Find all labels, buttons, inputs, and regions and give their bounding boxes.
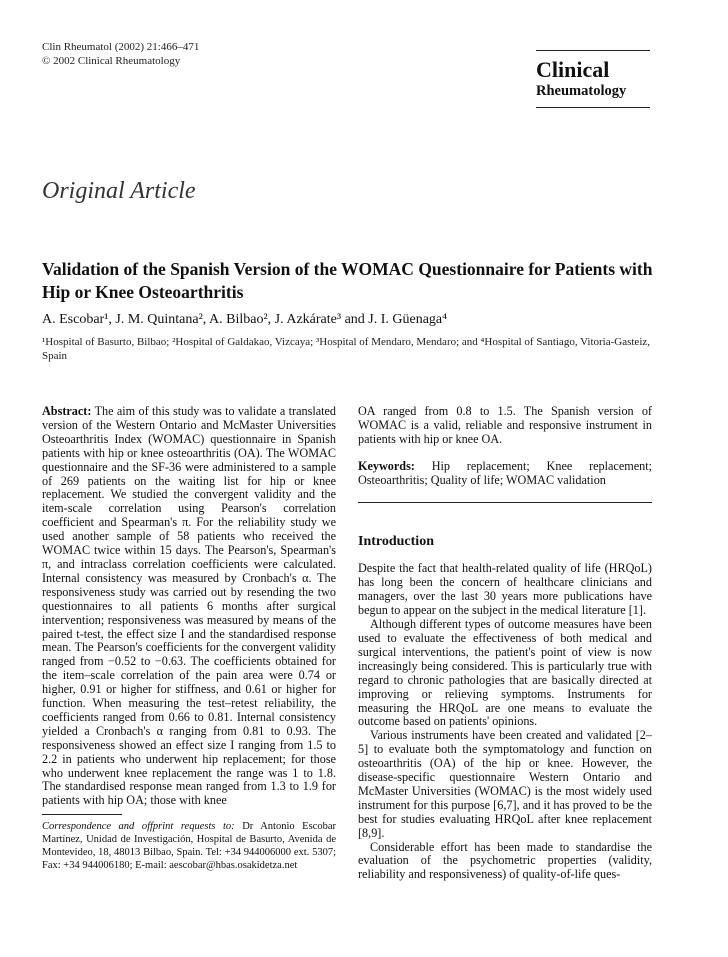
affiliations: ¹Hospital of Basurto, Bilbao; ²Hospital of Galdakao, Vizcaya; ³Hospital of Mendaro, Mendaro; and ⁴Hospital of Santiago, Vitoria-Gasteiz, Spain [42, 336, 651, 362]
introduction-heading: Introduction [358, 533, 434, 549]
journal-name: Clinical [536, 57, 610, 82]
footnote-separator [42, 814, 122, 815]
journal-rule-bottom [536, 107, 650, 108]
abstract-continued: OA ranged from 0.8 to 1.5. The Spanish version of WOMAC is a valid, reliable and responsive instrument in patients with hip or knee OA. [358, 404, 652, 446]
article-type: Original Article [42, 178, 196, 204]
intro-paragraph: Various instruments have been created and validated [2–5] to evaluate both the symptomatology and function on osteoarthritis (OA) of the hip or knee. However, the disease-specific questionnaire Western Ontario and McMaster Universities (WOMAC) is the most widely used instrument for this purpose [6,7], and it has proved to be the best for studies evaluating HRQoL after knee replacement [8,9]. [358, 728, 652, 840]
keywords-label: Keywords: [358, 458, 415, 473]
right-column [358, 405, 652, 882]
correspondence-text: Dr Antonio Escobar Martínez, Unidad de Investigación, Hospital de Basurto, Avenida de Montevideo, 18, 48013 Bilbao, Spain. Tel: +34 944006000 ext. 5307; Fax: +34 944006180; E-mail: aescobar@hbas.osakidetza.net [42, 821, 336, 872]
abstract-text: The aim of this study was to validate a translated version of the Western Ontario and McMaster Universities Osteoarthritis Index (WOMAC) questionnaire in Spanish patients with hip or knee osteoarthritis (OA). The WOMAC questionnaire and the SF-36 were administered to a sample of 269 patients on the waiting list for hip or knee replacement. We studied the convergent validity and the item-scale correlation using Pearson's correlation coefficient and Spearman's π. For the reliability study we used another sample of 58 patients who received the WOMAC twice within 15 days. The Pearson's, Spearman's π, and intraclass correlation coefficients were calculated. Internal consistency was measured by Cronbach's α. The responsiveness study was carried out by resending the two questionnaires to all patients 6 months after surgical intervention; responsiveness was measured by means of the paired t-test, the effect size I and the standardised response mean. The Pearson's coefficients for the convergent validity ranged from −0.52 to −0.63. The coefficients obtained for the item–scale correlation of the pain area were 0.74 or higher, 0.91 or higher for stiffness, and 0.61 or higher for function. When measuring the test–retest reliability, the coefficients ranged from 0.66 to 0.81. Internal consistency yielded a Cronbach's α ranging from 0.81 to 0.93. The responsiveness showed an effect size I ranging from 1.5 to 2.2 in patients who underwent hip replacement; for those who underwent knee replacement the range was 1 to 1.8. The standardised response mean ranged from 1.3 to 1.9 for patients with hip OA; those with knee [42, 404, 336, 808]
intro-paragraph: Although different types of outcome measures have been used to evaluate the effectiveness of both medical and surgical interventions, the patient's point of view is now increasingly being considered. This is particularly true with regard to chronic pathologies that are basically directed at improving or relieving symptoms. Instruments for measuring the HRQoL are one means to evaluate the outcome based on patients' opinions. [358, 617, 652, 729]
correspondence-label: Correspondence and offprint requests to: [42, 821, 235, 833]
citation [42, 40, 199, 68]
abstract [42, 405, 336, 808]
citation-line: Clin Rheumatol (2002) 21:466–471 [42, 41, 200, 53]
intro-paragraph: Despite the fact that health-related quality of life (HRQoL) has long been the concern of healthcare clinicians and managers, over the last 30 years more publications have begun to appear on the subject in the medical literature [1]. [358, 561, 652, 618]
journal-rule-top [536, 50, 650, 51]
left-column [42, 405, 336, 872]
intro-paragraph: Considerable effort has been made to standardise the evaluation of the psychometric properties (validity, reliability and responsiveness) of quality-of-life ques- [358, 839, 652, 882]
copyright-line: © 2002 Clinical Rheumatology [42, 55, 181, 67]
correspondence [42, 820, 336, 872]
keywords-text: Hip replacement; Knee replacement; Osteoarthritis; Quality of life; WOMAC validation [358, 458, 653, 487]
keywords-rule [358, 502, 652, 503]
article-title: Validation of the Spanish Version of the WOMAC Questionnaire for Patients with Hip or Knee Osteoarthritis [42, 259, 653, 302]
authors: A. Escobar¹, J. M. Quintana², A. Bilbao², J. Azkárate³ and J. I. Güenaga⁴ [42, 312, 448, 327]
journal-subname: Rheumatology [536, 83, 627, 99]
keywords [358, 460, 652, 488]
abstract-label: Abstract: [42, 404, 92, 418]
